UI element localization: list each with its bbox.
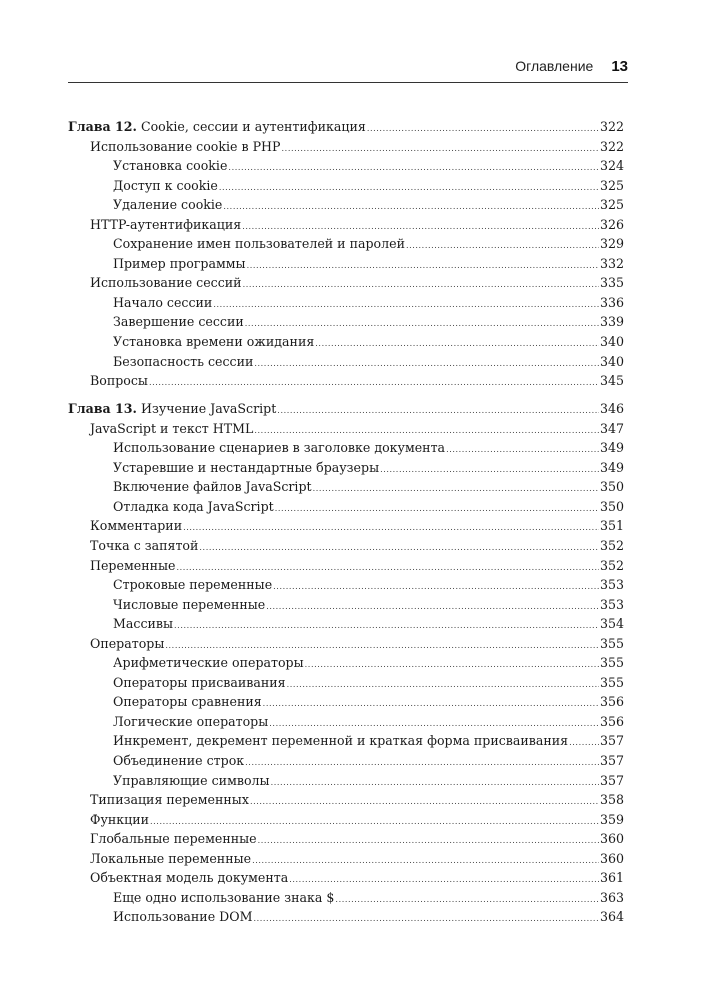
entry-text: Включение файлов JavaScript [113,479,312,495]
entry-text: Удаление cookie [113,197,223,213]
toc-page-number: 364 [599,909,624,925]
toc-section-entry [68,829,624,849]
dot-leader [406,236,599,256]
toc-entry-title [113,332,314,352]
toc-entry-title [113,254,246,274]
toc-entry-title [113,352,253,372]
toc-page-number: 356 [599,713,624,729]
toc-entry-title [113,575,272,595]
entry-text: HTTP-аутентификация [90,216,242,232]
entry-text: Массивы [113,616,174,632]
dot-leader [253,909,598,929]
toc-page-number: 360 [599,831,624,847]
toc-page-number: 361 [599,870,624,886]
entry-text: Операторы присваивания [113,674,286,690]
toc-page-number: 357 [599,733,624,749]
toc-page-number: 356 [599,694,624,710]
toc-subsection-entry [68,234,624,254]
dot-leader [313,479,599,499]
dot-leader [213,295,599,315]
toc-page-number: 325 [599,197,624,213]
toc-subsection-entry [68,595,624,615]
toc-entry-title [113,458,379,478]
entry-text: Операторы [90,635,165,651]
dot-leader [258,831,599,851]
toc-entry-title [113,907,252,927]
toc-section-entry [68,634,624,654]
toc-chapter-entry [68,117,624,137]
dot-leader [149,373,599,393]
toc-section-entry [68,419,624,439]
entry-text: Строковые переменные [113,577,273,593]
toc-chapter-entry [68,399,624,419]
toc-entry-title [113,477,312,497]
dot-leader [305,655,599,675]
toc-subsection-entry [68,497,624,517]
toc-subsection-entry [68,771,624,791]
toc-entry-title [90,419,253,439]
toc-page-number: 349 [599,440,624,456]
entry-text: Использование сессий [90,275,242,291]
toc-subsection-entry [68,712,624,732]
dot-leader [245,753,599,773]
dot-leader [277,401,599,421]
toc-entry-title [90,810,149,830]
toc-entry-title [113,497,274,517]
toc-page-number: 347 [599,420,624,436]
toc-section-entry [68,536,624,556]
toc-page-number: 322 [599,119,624,134]
dot-leader [569,733,599,753]
toc-page-number: 355 [599,674,624,690]
toc-entry-title [90,137,281,157]
entry-text: Инкремент, декремент переменной и краткая форма присваивания [113,733,569,749]
entry-text: Комментарии [90,518,183,534]
toc-entry-title [90,516,182,536]
entry-text: Установка cookie [113,158,228,174]
toc-section-entry [68,556,624,576]
toc-entry-title [113,771,270,791]
entry-text: Установка времени ожидания [113,334,315,350]
toc-subsection-entry [68,575,624,595]
dot-leader [247,256,599,276]
toc-page-number: 351 [599,518,624,534]
dot-leader [183,518,599,538]
toc-page-number: 339 [599,314,624,330]
entry-text: Cookie, сессии и аутентификация [140,119,366,134]
toc-page-number: 352 [599,557,624,573]
toc-page-number: 346 [599,401,624,417]
toc-page-number: 332 [599,255,624,271]
dot-leader [254,354,599,374]
toc-entry-title [113,438,445,458]
toc-entry-title [113,195,222,215]
toc-subsection-entry [68,614,624,634]
dot-leader [263,694,599,714]
toc-entry-title [90,215,241,235]
toc-entry-title [113,673,286,693]
toc-entry-title [68,399,276,419]
entry-text: Объектная модель документа [90,870,289,886]
entry-text: Арифметические операторы [113,655,304,671]
toc-page-number: 325 [599,177,624,193]
dot-leader [275,499,599,519]
dot-leader [315,334,599,354]
toc-section-entry [68,849,624,869]
toc-entry-title [113,692,262,712]
chapter-label: Глава 13. [68,401,137,417]
table-of-contents [68,117,624,935]
dot-leader [266,597,599,617]
chapter-label: Глава 12. [68,119,137,134]
entry-text: Операторы сравнения [113,694,262,710]
toc-entry-title [113,653,304,673]
toc-subsection-entry [68,195,624,215]
toc-page-number: 349 [599,459,624,475]
toc-entry-title [90,634,164,654]
toc-entry-title [90,536,198,556]
entry-text: Типизация переменных [90,792,249,808]
toc-section-entry [68,810,624,830]
toc-entry-title [90,273,242,293]
toc-page-number: 355 [599,635,624,651]
toc-section-entry [68,790,624,810]
dot-leader [174,616,599,636]
toc-subsection-entry [68,438,624,458]
dot-leader [289,870,599,890]
toc-page-number: 359 [599,811,624,827]
toc-entry-title [113,888,334,908]
toc-page-number: 340 [599,353,624,369]
toc-entry-title [90,868,288,888]
dot-leader [380,460,599,480]
entry-text: Объединение строк [113,753,245,768]
entry-text: Использование cookie в PHP [90,138,281,154]
dot-leader [228,158,599,178]
dot-leader [271,773,599,793]
entry-text: Начало сессии [113,294,213,310]
toc-subsection-entry [68,458,624,478]
toc-subsection-entry [68,254,624,274]
toc-subsection-entry [68,477,624,497]
toc-section-entry [68,868,624,888]
toc-subsection-entry [68,293,624,313]
toc-entry-title [90,371,148,391]
toc-page-number: 350 [599,498,624,514]
dot-leader [250,792,599,812]
dot-leader [287,675,599,695]
toc-page-number: 350 [599,479,624,495]
entry-text: Функции [90,811,150,827]
toc-entry-title [113,595,265,615]
header-rule [68,82,628,83]
toc-subsection-entry [68,731,624,751]
entry-text: Завершение сессии [113,314,244,330]
toc-chapter-block [68,117,624,391]
toc-page-number: 336 [599,294,624,310]
dot-leader [367,119,599,139]
entry-text: Сохранение имен пользователей и паролей [113,236,405,252]
toc-entry-title [113,234,405,254]
toc-section-entry [68,273,624,293]
toc-subsection-entry [68,888,624,908]
dot-leader [335,890,599,910]
toc-page-number: 340 [599,334,624,350]
toc-entry-title [90,790,249,810]
dot-leader [243,275,599,295]
toc-subsection-entry [68,907,624,927]
toc-section-entry [68,137,624,157]
dot-leader [199,538,599,558]
entry-text: Управляющие символы [113,772,270,788]
dot-leader [219,178,599,198]
toc-page-number: 354 [599,616,624,632]
toc-entry-title [113,156,227,176]
toc-subsection-entry [68,692,624,712]
toc-entry-title [113,751,244,771]
entry-text: Логические операторы [113,713,269,729]
toc-entry-title [113,176,218,196]
toc-section-entry [68,371,624,391]
entry-text: Переменные [90,557,176,573]
toc-chapter-block [68,399,624,927]
entry-text: Изучение JavaScript [140,401,277,417]
toc-page-number: 357 [599,753,624,768]
toc-page-number: 353 [599,596,624,612]
toc-page-number: 345 [599,373,624,389]
toc-subsection-entry [68,156,624,176]
toc-subsection-entry [68,332,624,352]
toc-page-number: 352 [599,537,624,553]
toc-entry-title [90,556,175,576]
dot-leader [223,197,599,217]
toc-entry-title [90,849,251,869]
entry-text: Устаревшие и нестандартные браузеры [113,459,380,475]
toc-subsection-entry [68,312,624,332]
toc-entry-title [113,614,173,634]
toc-subsection-entry [68,673,624,693]
section-title: Оглавление [515,58,594,74]
dot-leader [446,440,599,460]
toc-page-number: 358 [599,792,624,808]
dot-leader [282,139,599,159]
toc-page-number: 326 [599,216,624,232]
toc-page-number: 329 [599,236,624,252]
entry-text: Безопасность сессии [113,353,254,369]
toc-subsection-entry [68,176,624,196]
entry-text: Локальные переменные [90,850,252,866]
entry-text: Глобальные переменные [90,831,257,847]
toc-entry-title [90,829,257,849]
toc-entry-title [68,117,366,137]
toc-page-number: 322 [599,138,624,154]
toc-entry-title [113,312,244,332]
page-number: 13 [611,58,628,75]
toc-page-number: 355 [599,655,624,671]
dot-leader [252,851,599,871]
toc-page-number: 357 [599,772,624,788]
toc-page-number: 360 [599,850,624,866]
dot-leader [273,577,599,597]
toc-entry-title [113,731,568,751]
toc-section-entry [68,516,624,536]
toc-entry-title [113,293,212,313]
running-header [68,58,628,82]
toc-page-number: 363 [599,889,624,905]
toc-section-entry [68,215,624,235]
entry-text: Отладка кода JavaScript [113,498,274,514]
entry-text: Доступ к cookie [113,177,218,193]
toc-page-number: 353 [599,577,624,593]
entry-text: Точка с запятой [90,537,199,553]
entry-text: JavaScript и текст HTML [90,420,254,436]
entry-text: Числовые переменные [113,596,266,612]
toc-subsection-entry [68,653,624,673]
toc-page-number: 324 [599,158,624,174]
entry-text: Использование DOM [113,909,253,925]
toc-entry-title [113,712,268,732]
toc-subsection-entry [68,352,624,372]
entry-text: Вопросы [90,373,148,389]
entry-text: Пример программы [113,255,246,271]
entry-text: Еще одно использование знака $ [113,889,335,905]
entry-text: Использование сценариев в заголовке документа [113,440,446,456]
toc-page-number: 335 [599,275,624,291]
toc-subsection-entry [68,751,624,771]
